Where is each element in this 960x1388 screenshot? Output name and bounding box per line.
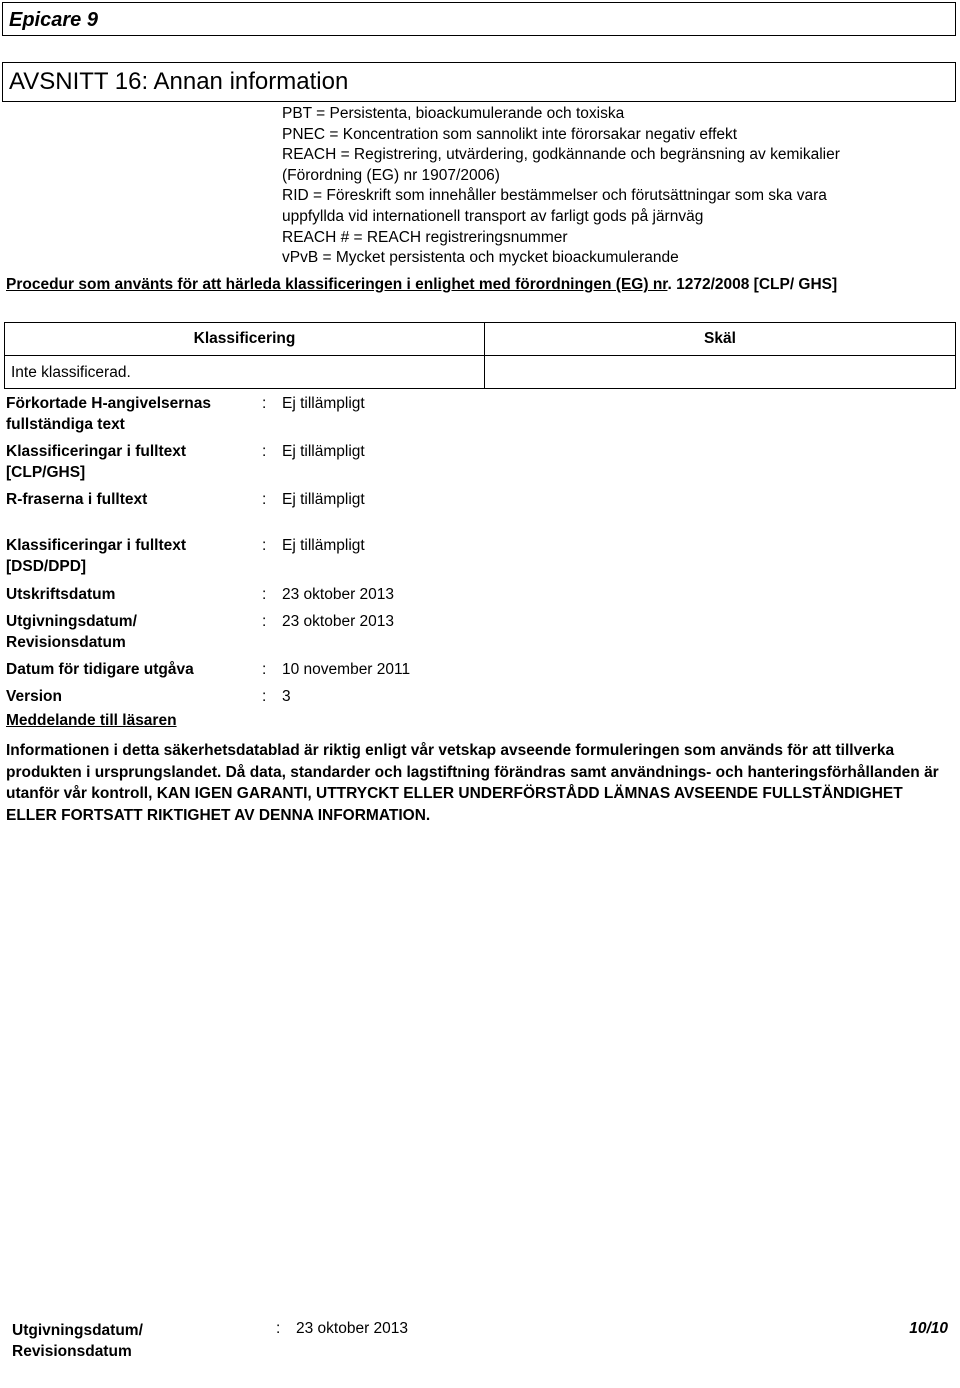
reader-notice-heading: Meddelande till läsaren — [6, 712, 177, 729]
section-title: AVSNITT 16: Annan information — [9, 68, 349, 95]
abbreviation-line: REACH = Registrering, utvärdering, godkännande och begränsning av kemikalier — [282, 146, 840, 164]
field-previous-date — [0, 659, 960, 681]
field-colon: : — [262, 537, 267, 554]
column-header-reason: Skäl — [485, 323, 956, 356]
field-colon: : — [262, 395, 267, 412]
field-value: Ej tillämpligt — [282, 443, 365, 460]
field-value: Ej tillämpligt — [282, 537, 365, 554]
field-label: R-fraserna i fulltext — [6, 491, 148, 508]
reason-value — [485, 382, 955, 388]
field-value: Ej tillämpligt — [282, 395, 365, 412]
field-label: Datum för tidigare utgåva — [6, 661, 194, 678]
field-label: Förkortade H-angivelsernas fullständiga text — [6, 395, 212, 433]
table-row — [5, 356, 956, 389]
field-label: Utgivningsdatum/ Revisionsdatum — [6, 613, 137, 651]
footer-colon: : — [276, 1320, 281, 1337]
field-version — [0, 686, 960, 708]
field-label: Klassificeringar i fulltext [DSD/DPD] — [6, 537, 187, 575]
field-value: 3 — [282, 688, 291, 705]
field-colon: : — [262, 661, 267, 678]
page-footer — [0, 1318, 960, 1368]
field-colon: : — [262, 688, 267, 705]
field-print-date — [0, 584, 960, 606]
field-dsd-full — [0, 535, 960, 579]
abbreviation-line: vPvB = Mycket persistenta och mycket bioackumulerande — [282, 249, 679, 267]
field-label: Klassificeringar i fulltext [CLP/GHS] — [6, 443, 187, 481]
document-header — [2, 2, 956, 36]
field-clp-full — [0, 441, 960, 485]
abbreviation-line: uppfyllda vid internationell transport av farligt gods på järnväg — [282, 207, 704, 225]
reader-notice-text: Informationen i detta säkerhetsdatablad är riktig enligt vår vetskap avseende formuleringen som används för att tillverka produkten i ursprungslandet. Då data, standarder och lagstiftning förändras samt användnings- och hanteringsförhållanden är utanför vår kontroll, KAN IGEN GARANTI, UTTRYCKT ELLER UNDERFÖRSTÅDD LÄMNAS AVSEENDE FULLSTÄNDIGHET ELLER FORTSATT RIKTIGHET AV DENNA INFORMATION. — [6, 742, 939, 824]
abbreviations-list — [282, 104, 952, 269]
field-label: Utskriftsdatum — [6, 586, 116, 603]
table-cell — [5, 356, 485, 389]
field-value: 10 november 2011 — [282, 661, 411, 678]
table-cell — [485, 356, 956, 389]
column-header-classification: Klassificering — [5, 323, 485, 356]
field-r-phrases — [0, 489, 960, 511]
abbreviation-line: (Förordning (EG) nr 1907/2006) — [282, 166, 500, 184]
abbreviation-line: PBT = Persistenta, bioackumulerande och toxiska — [282, 105, 625, 122]
field-label: Version — [6, 688, 62, 705]
field-colon: : — [262, 443, 267, 460]
field-value: 23 oktober 2013 — [282, 586, 395, 603]
abbreviation-line: PNEC = Koncentration som sannolikt inte förorsakar negativ effekt — [282, 125, 738, 143]
section-header — [2, 62, 956, 102]
procedure-heading-underlined: Procedur som använts för att härleda klassificeringen i enlighet med förordningen (EG) nr — [6, 276, 668, 293]
footer-date: 23 oktober 2013 — [296, 1320, 409, 1337]
classification-value: Inte klassificerad. — [11, 364, 131, 381]
abbreviation-line: RID = Föreskrift som innehåller bestämmelser och förutsättningar som ska vara — [282, 187, 827, 205]
field-issue-date — [0, 611, 960, 655]
classification-table — [4, 322, 956, 389]
field-value: Ej tillämpligt — [282, 491, 365, 508]
field-h-statements — [0, 393, 960, 437]
classification-table-header — [5, 323, 956, 356]
page-number: 10/10 — [909, 1320, 948, 1337]
field-colon: : — [262, 491, 267, 508]
field-colon: : — [262, 613, 267, 630]
field-colon: : — [262, 586, 267, 603]
abbreviation-line: REACH # = REACH registreringsnummer — [282, 228, 568, 246]
footer-label: Utgivningsdatum/ Revisionsdatum — [12, 1322, 143, 1360]
field-value: 23 oktober 2013 — [282, 613, 395, 630]
product-title: Epicare 9 — [9, 9, 98, 31]
procedure-heading-rest: . 1272/2008 [CLP/ GHS] — [667, 276, 838, 293]
procedure-heading — [6, 274, 946, 295]
